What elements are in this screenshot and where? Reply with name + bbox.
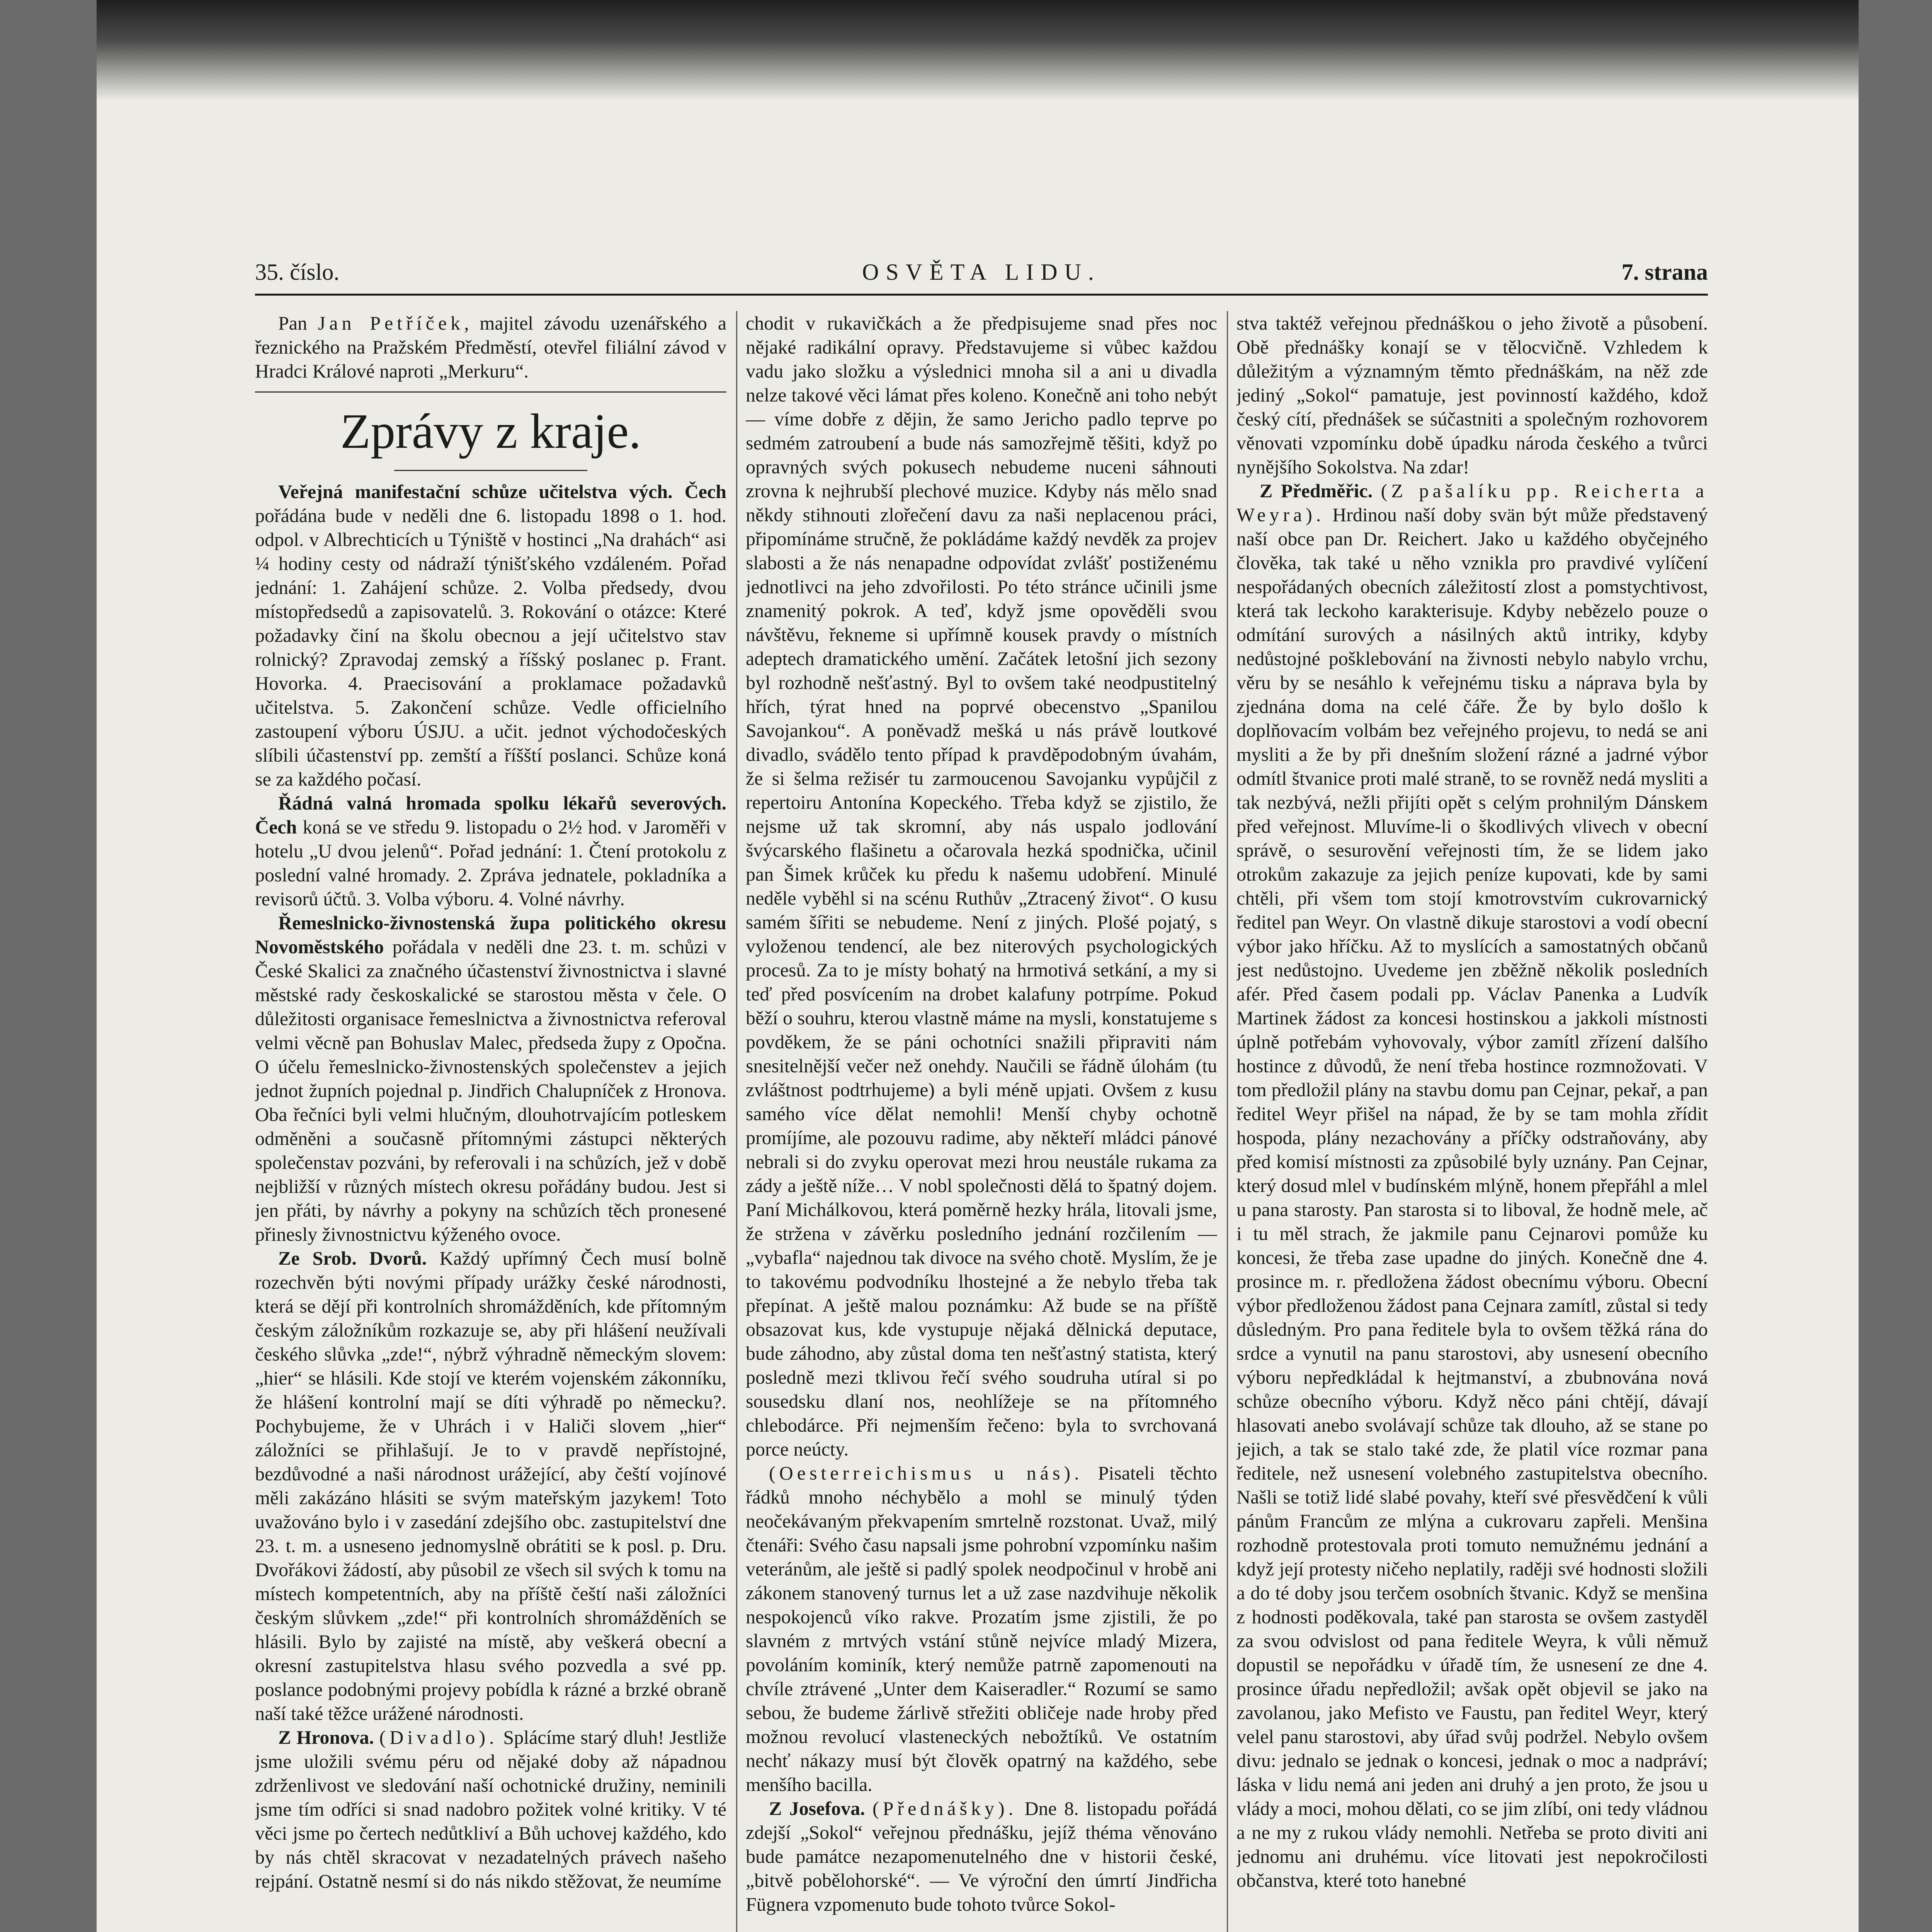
page-header: [255, 255, 1708, 290]
section-rule: [255, 391, 726, 393]
notice-name: Jan Petříček: [318, 312, 464, 334]
article-text: pořádána bude v neděli dne 6. listopadu 1898 o 1. hod. odpol. v Albrechticích u Týniště v hostinci „Na drahách“ asi ¼ hodiny cesty od nádraží týnišťského vzdáleném. Pořad jednání: 1. Zahájení schůze. 2. Volba předsedy, dvou místopředsedů a zapisovatelů. 3. Rokování o otázce: Které požadavky činí na školu obecnou a její učitelstvo stav rolnický? Zpravodaj zemský a říšský poslanec p. Frant. Hovorka. 4. Praecisování a proklamace požadavků učitelstva. 5. Zakončení schůze. Vedle officielního zastoupení výboru ÚSJU. a učit. jednot východočeských slíbili účastenství pp. zemští a říšští poslanci. Schůze koná se za každého počasí.: [255, 505, 726, 790]
article-text: pořádala v neděli dne 23. t. m. schůzi v České Skalici za značného účastenství živnostnictva i slavné městské rady českoskalické se starostou města v čele. O důležitosti organisace řemeslnictva a živnostnictva referoval velmi věcně pan Bohuslav Malec, předseda župy z Opočna. O účelu řemeslnicko-živnostenských společenstev a jejich jednot župních pojednal p. Jindřich Chalupníček z Hronova. Oba řečníci byli velmi hlučným, dlouhotrvajícím potleskem odměněni a současně přítomnými zástupci některých společenstav pozváni, by referovali i na schůzích, jež v době nejbližší v různých místech okresu pořádány budou. Jest si jen přáti, by návrhy a pokyny na schůzích těch pronesené přinesly živnostnictvu kýženého ovoce.: [255, 936, 726, 1245]
article-paragraph: [255, 1725, 726, 1893]
column-left: [255, 311, 726, 1932]
article-paragraph: [1236, 479, 1708, 1892]
article-paragraph: [1236, 311, 1708, 479]
column-middle: [746, 311, 1217, 1932]
article-heading: Řádná valná hromada spolku lékařů severových. Čech: [255, 792, 726, 838]
page-number: 7. strana: [1621, 259, 1708, 285]
article-heading: Z Předměřic.: [1260, 480, 1373, 502]
article-paragraph: [746, 1461, 1217, 1796]
article-subheading: (Divadlo).: [379, 1726, 498, 1748]
notice-lead: Pan: [278, 312, 307, 334]
article-text: koná se ve středu 9. listopadu o 2½ hod. v Jaroměři v hotelu „U dvou jelenů“. Pořad jednání: 1. Čtení protokolu z poslední valné hromady. 2. Zpráva jednatele, pokladníka a revisorů účtů. 3. Volba výboru. 4. Volné návrhy.: [255, 816, 726, 910]
article-paragraph: [255, 1246, 726, 1725]
article-text: chodit v rukavičkách a že předpisujeme snad přes noc nějaké radikální opravy. Představujeme si vůbec každou vadu jako složku a výslednici mnoha sil a ani u divadla nelze takové věci lámat přes koleno. Konečně ani toho nebýt — víme dobře z dějin, že samo Jericho padlo teprve po sedmém zatroubení a bude nás samozřejmě těšiti, když po opravných svých pokusech nebudeme nuceni sáhnouti zrovna k nejhrubší plechové muzice. Kdyby nás mělo snad někdy stihnouti zlořečení davu za naši neplacenou práci, připomínáme stručně, že pokládáme každý nevděk za projev slabosti a že nás nenapadne odpovídat zvlášť postiženému jednotlivci na jeho zdvořilosti. Po této stránce učinili jsme znamenitý pokrok. A teď, když jsme opověděli svou návštěvu, řekneme si upřímně kousek pravdy o místních adeptech dramatického umění. Začátek letošní jich sezony byl rozhodně nešťastný. Byl to ovšem také neodpustitelný hřích, týrat hned na poprvé obecenstvo „Spanilou Savojankou“. A poněvadž mešká u nás právě loutkové divadlo, svádělo tento případ k pravděpodobným úvahám, že si šelma režisér tu zarmoucenou Savojanku vypůjčil z repertoiru Antonína Kopeckého. Třeba když se zjistilo, že nejsme už tak skromní, aby nás uspalo jodlování švýcarského flašinetu a očarovala hezká spodnička, učinil pan Šimek krůček ku předu k našemu udobření. Minulé neděle vyběhl si na scénu Ruthův „Ztracený život“. O kusu samém šířiti se nebudeme. Není z jiných. Plošé pojatý, s vyloženou tendencí, ale bez niterových psychologických procesů. Za to je místy bohatý na hrmotivá setkání, a my si teď před posvícením na drobet kalafuny potrpíme. Pokud běží o souhru, kterou vlastně máme na mysli, konstatujeme s povděkem, že se páni ochotníci snažili připraviti nám snesitelnější večer než onehdy. Naučili se řádně úlohám (tu zvláštnost podtrhujeme) a byli méně upjati. Ovšem z kusu samého více dělat nemohli! Menší chyby ochotně promíjíme, ale pozouvu radime, aby někteří mládci pánové nebrali si do zvyku operovat mezi hrou neustále rukama za zády a ještě níže… V nobl společnosti dělá to špatný dojem. Paní Michálkovou, která poměrně hezky hrála, litovali jsme, že stržena v závěrku posledního jednání rozčilením — „vybafla“ najednou tak divoce na svého chotě. Myslím, že je to takovému podvodníku lhostejné a že nebylo třeba tak přepínat. A ještě malou poznámku: Až bude se na příště obsazovat kus, kde vystupuje nějaká dělnická deputace, bude záhodno, aby zůstal doma ten nešťastný statista, který posledně mezi tklivou řečí svého soudruha utíral si po sousedsku dlaní nos, neohlížeje se na přítomného chlebodárce. Při nejmenším řečeno: byla to svrchovaná porce neúcty.: [746, 312, 1217, 1460]
article-paragraph: [746, 1796, 1217, 1916]
article-subheading: (Přednášky).: [872, 1798, 1017, 1819]
scanned-sheet: [97, 0, 1859, 1932]
article-text: Hrdinou naší doby svän být může představený naší obce pan Dr. Reichert. Jako u každého obyčejného člověka, tak také u něho vznikla pro pravdivé vylíčení nespořádaných obecních záležitostí zlost a pomstychtivost, která tak leckoho karakterisuje. Kdyby nebězelo pouze o odmítání surových a násilných aktů intriky, kdyby nedůstojné pošklebování na živnosti nebylo nabylo vrchu, věru by se nesáhlo k veřejnému tisku a náprava byla by zjednána doma na celé čáře. Že by bylo došlo k doplňovacím volbám bez veřejného projevu, to nedá se ani mysliti a že by při dnešním složení rázné a jadrné výbor odmítl štvanice proti malé straně, to se rovněž nedá mysliti a tak nezbývá, nežli přijíti opět s celým prohnilým Dánskem před veřejnost. Mluvíme-li o škodlivých vlivech v obecní správě, o sesurovění veřejnosti tím, že se lidem jako otrokům zakazuje za jejich peníze kupovati, kde by sami chtěli, při všem tom stojí kmotrovstvím cukrovarnický ředitel pan Weyr. On vlastně dikuje starostovi a vodí obecní výbor jako hříčku. Až to myslících a samostatných občanů jest nedůstojno. Uvedeme jen zběžně několik posledních afér. Před časem podali pp. Václav Panenka a Ludvík Martinek žádost za koncesi hostinskou a jakkoli místnosti úplně potřebám vyhovovaly, výbor zamítl zřízení dalšího hostince z důvodů, že není třeba hostince rozmnožovati. V tom předložil plány na stavbu domu pan Cejnar, pekař, a pan ředitel Weyr přišel na nápad, že by se tam mohla zřídit hospoda, plány nezachovány a příčky odstraňovány, aby před komisí místnosti za způsobilé byly uznány. Pan Cejnar, který dosud mlel v budínském mlýně, honem přepřáhl a mlel u pana starosty. Pan starosta si to liboval, že hodně mele, ač i tu měl strach, že jakmile panu Cejnarovi pomůže ku koncesi, že třeba zase upadne do jiných. Konečně dne 4. prosince m. r. předložena žádost obecnímu výboru. Obecní výbor předloženou žádost pana Cejnara zamítl, zůstal si tedy důsledným. Pro pana ředitele byla to ovšem těžká rána do srdce a vynutil na panu starostovi, aby usnesení obecního výboru nepředkládal k hejtmanství, a zbubnována nová schůze obecního výboru. Když něco páni chtějí, dávají hlasovati anebo svolávají schůze tak dlouho, až se stane po jejich, a tak se stalo také zde, že platil více rozmar pana ředitele, než usnesení volebného zastupitelstva obecního. Našli se totiž lidé slabé povahy, kteří své přesvědčení k vůli pánům Francům ze mlýna a cukrovaru zapřeli. Menšina rozhodně protestovala proti tomuto nemužnému jednání a když její protesty ničeho neplatily, raději své hodnosti složili a do té doby jsou terčem osobních štvanic. Když se menšina z hodnosti poděkovala, také pan starosta se ovšem zastyděl za svou odvislost od pana ředitele Weyra, k vůli němuž dopustil se nepořádku v úřadě tím, že usnesení ze dne 4. prosince úřadu nepředložil; avšak opět objevil se jako na zavolanou, jako Mefisto ve Faustu, pan ředitel Weyr, který velel panu starostovi, aby úřad svůj podržel. Nebylo ovšem divu: jednalo se jednak o koncesi, jednak o moc a nadpráví; láska v lidu nemá ani jeden ani druhý a jen proto, že jsou u vlády a moci, mohou dělati, co se jim zlíbí, oni tedy vládnou a ne my z rukou vlády nemohli. Netřeba se proto diviti ani jednomu ani druhému. více litovati jest nepokročilosti občanstva, které toto hanebné: [1236, 504, 1708, 1891]
article-paragraph: [255, 791, 726, 911]
newspaper-page: [255, 255, 1708, 1932]
column-right: [1236, 311, 1708, 1932]
section-title: Zprávy z kraje.: [340, 404, 641, 459]
article-paragraph: [746, 311, 1217, 1461]
article-subheading: (Oesterreichismus u nás).: [769, 1462, 1083, 1484]
article-heading: Veřejná manifestační schůze učitelstva vých. Čech: [278, 481, 726, 502]
header-rule: [255, 294, 1708, 296]
article-text: Splácíme starý dluh! Jestliže jsme uložili svému péru od nějaké doby až nápadnou zdrženlivost ve sledování naší ochotnické družiny, neminili jsme tím odříci si snad nadobro požitek volné kritiky. V té věci jsme po čertech nedůtkliví a Bůh uchovej každého, kdo by nás chtěl skracovat v nezadatelných právech našeho rejpání. Ostatně nesmí si do nás nikdo stěžovat, že neumíme: [255, 1726, 726, 1892]
title-rule: [394, 470, 587, 471]
article-paragraph: [255, 480, 726, 791]
article-text: stva taktéž veřejnou přednáškou o jeho životě a působení. Obě přednášky konají se v tělocvičně. Vzhledem k důležitým a významným těmto přednáškám, na něž zde jediný „Sokol“ pamatuje, jest povinností každého, kdož český cítí, přednášek se súčastniti a společným rozhovorem věnovati vzpomínku době úpadku národa českého a tvůrci nynějšího Sokolstva. Na zdar!: [1236, 312, 1708, 478]
column-divider: [736, 311, 737, 1932]
article-text: Dne 8. listopadu pořádá zdejší „Sokol“ veřejnou přednášku, jejíž théma věnováno bude památce nezapomenutelného dne v historii české, „bitvě pobělohorské“. — Ve výroční den úmrtí Jindřicha Fügnera vzpomenuto bude tohoto tvůrce Sokol-: [746, 1798, 1217, 1915]
article-paragraph: [255, 911, 726, 1246]
article-heading: Z Josefova.: [769, 1798, 865, 1819]
article-subheading: (Z pašalíku pp. Reicherta a Weyra).: [1236, 480, 1708, 526]
issue-number: 35. číslo.: [255, 259, 340, 285]
article-heading: Ze Srob. Dvorů.: [278, 1247, 427, 1269]
column-divider: [1227, 311, 1228, 1932]
notice-text: , majitel závodu uzenářského a řeznického na Pražském Předměstí, otevřel filiální závod v Hradci Králové naproti „Merkuru“.: [255, 312, 726, 382]
article-heading: Řemeslnicko-živnostenská župa politického okresu Novoměstského: [255, 912, 726, 957]
notice-paragraph: [255, 311, 726, 383]
article-text: Pisateli těchto řádků mnoho néchybělo a mohl se minulý týden neočekávaným překvapením smrtelně rozstonat. Uvaž, milý čtenáři: Svého času napsali jsme pohrobní vzpomínku našim veteránům, ale ještě si padlý spolek neodpočinul v hrobě ani zákonem stanovený turnus let a už zase nazdvihuje několik nespokojenců víko rakve. Prozatím jsme zjistili, že po slavném z mrtvých vstání stůně nejvíce mladý Mizera, povoláním kominík, který nemůže patrně zapomenouti na chvíle ztrávené „Unter dem Kaiseradler.“ Rozumí se samo sebou, že budeme žárlivě střežiti obličeje nade hroby před možnou revolucí vlasteneckých nebožtíků. Ve ostatním nechť nákazy musí být člověk opatrný na každého, sebe menšího bacilla.: [746, 1462, 1217, 1795]
article-heading: Z Hronova.: [278, 1726, 374, 1748]
masthead-title: OSVĚTA LIDU.: [862, 259, 1101, 285]
article-text: Každý upřímný Čech musí bolně rozechvěn býti novými případy urážky české národnosti, která se dějí při kontrolních shromážděních, kde přítomným českým záložníkům rozkazuje se, aby při hlášení neužívali českého slůvka „zde!“, nýbrž výhradně německým slovem: „hier“ se hlásili. Kde stojí ve kterém vojenském zákonníku, že hlášení kontrolní mají se díti výhradě po německu?. Pochybujeme, že v Uhrách i v Haliči slovem „hier“ záložníci se přihlašují. Je to v pravdě nepřístojné, bezdůvodné a naši národnost urážející, aby čeští vojínové měli zakázáno hlásiti se svým mateřským jazykem! Toto uvažováno bylo i v zasedání zdejšího obc. zastupitelství dne 23. t. m. a usneseno jednomyslně obrátiti se k posl. p. Dru. Dvořákovi žádostí, aby působil ze všech sil svých k tomu na místech kompetentních, aby na příště čeští naši záložníci českým slůvkem „zde!“ při kontrolních shromážděních se hlásili. Bylo by zajisté na místě, aby veškerá obecní a okresní zastupitelstva hlasu svého pozvedla a své pp. poslance podobnými projevy pobídla k rázné a brzké obraně naší také těžce urážené národnosti.: [255, 1247, 726, 1724]
